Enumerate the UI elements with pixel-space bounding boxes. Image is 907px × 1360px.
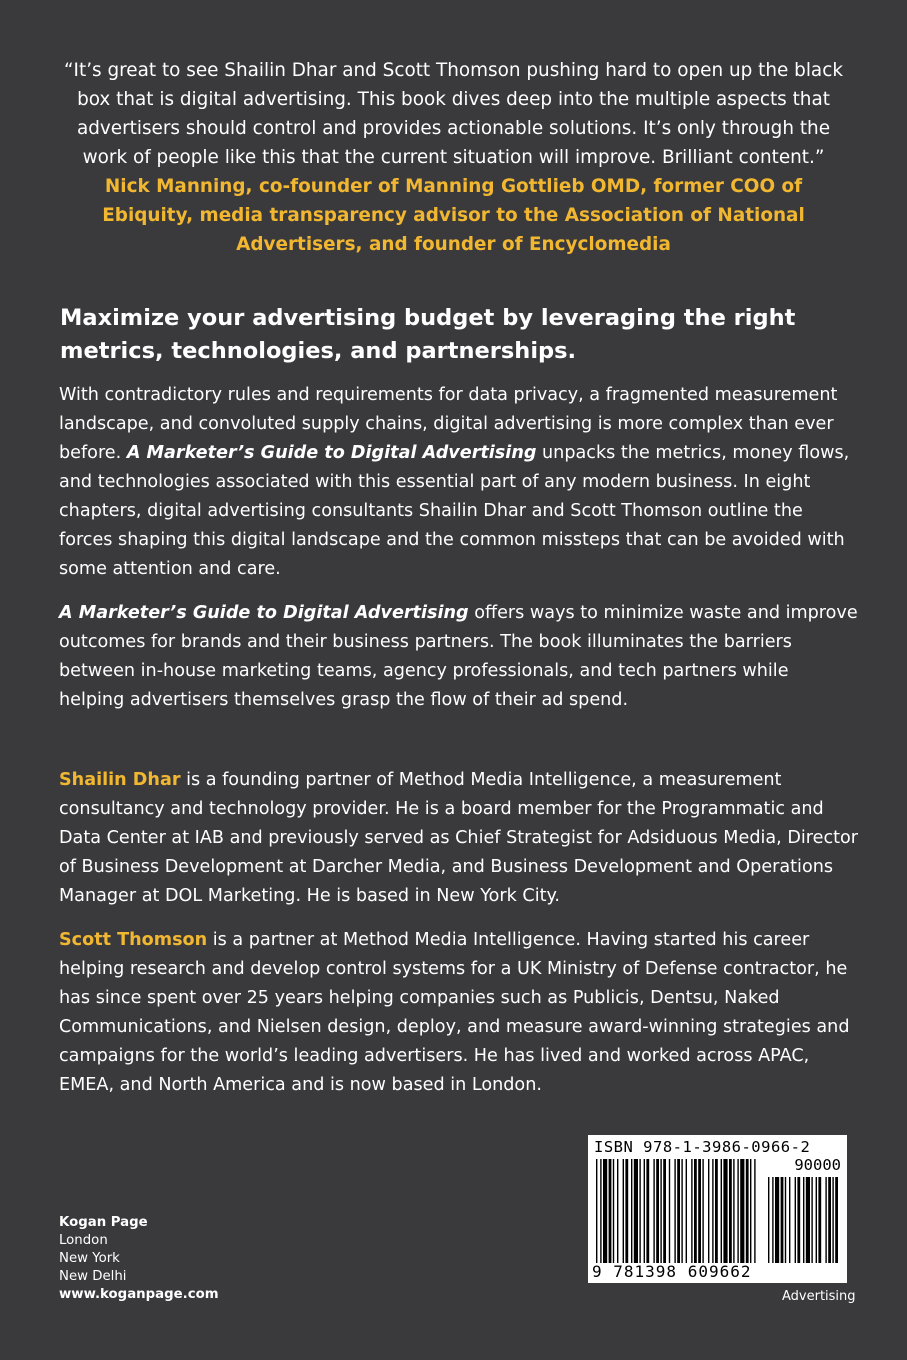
barcode-bar [772, 1177, 773, 1263]
barcode-bar [702, 1159, 703, 1263]
description-paragraph-2: A Marketer’s Guide to Digital Advertising offers ways to minimize waste and improve outcomes for brands and their business partners. The book illuminates the barriers between in-house marketing teams, agency professionals, and tech partners while helping advertisers themselves grasp the flow of their ad spend. [59, 603, 858, 710]
barcode-bar [806, 1177, 810, 1263]
quote-attribution: Nick Manning, co-founder of Manning Gottlieb OMD, former COO of Ebiquity, media transparency advisor to the Association of National Advertisers, and founder of Encyclomedia [102, 176, 805, 255]
barcode-bar [617, 1159, 618, 1263]
barcode-bar [698, 1159, 701, 1263]
barcode-bar [674, 1159, 675, 1263]
book-title: A Marketer’s Guide to Digital Advertising [126, 443, 537, 463]
barcode-bar [750, 1159, 751, 1263]
barcode-bar [715, 1159, 718, 1263]
quote-text: “It’s great to see Shailin Dhar and Scott Thomson pushing hard to open up the black box that is digital advertising. This book dives deep into the multiple aspects that advertisers should control and provides actionable solutions. It’s only through the work of people like this that the current situation will improve. Brilliant content.” [64, 60, 843, 168]
price-code: 90000 [794, 1156, 841, 1174]
publisher-block [59, 1214, 219, 1304]
barcode-bar [781, 1177, 784, 1263]
barcode-bar [816, 1177, 817, 1263]
barcode-bar [754, 1159, 755, 1263]
barcode-bar [694, 1159, 697, 1263]
barcode-bar [797, 1177, 800, 1263]
barcode-bar [737, 1159, 738, 1263]
barcode-bar [835, 1177, 838, 1263]
barcode-bar [686, 1159, 687, 1263]
barcode-bar [644, 1159, 645, 1263]
barcode-bar [723, 1159, 727, 1263]
barcode-bar [729, 1159, 732, 1263]
barcode-bar [740, 1159, 744, 1263]
barcode-bar [746, 1159, 749, 1263]
description-paragraph-1: With contradictory rules and requirements for data privacy, a fragmented measurement landscape, and convoluted supply chains, digital advertising is more complex than ever before. A Marketer’s Guide to Digital Advertising unpacks the metrics, money flows, and technologies associated with this essential part of any modern business. In eight chapters, digital advertising consultants Shailin Dhar and Scott Thomson outline the forces shaping this digital landscape and the common missteps that can be avoided with some attention and care. [59, 385, 850, 579]
barcode-bar [712, 1159, 713, 1263]
barcode-bar [660, 1159, 661, 1263]
barcode-bar [646, 1159, 649, 1263]
barcode-bar [639, 1159, 640, 1263]
barcode-bar [669, 1159, 670, 1263]
isbn-label: ISBN 978-1-3986-0966-2 [594, 1138, 811, 1156]
headline: Maximize your advertising budget by leveraging the right metrics, technologies, and partnerships. [60, 305, 796, 364]
endorsement-quote [60, 56, 847, 259]
barcode-bar [795, 1177, 796, 1263]
isbn-barcode [588, 1135, 847, 1283]
barcode-bar [828, 1177, 831, 1263]
publisher-city: London [59, 1233, 108, 1248]
barcode-bar [803, 1177, 804, 1263]
barcode-bar [600, 1159, 601, 1263]
publisher-name: Kogan Page [59, 1215, 148, 1230]
barcode-bar [631, 1159, 632, 1263]
barcode-bar [634, 1159, 638, 1263]
barcode-bar [623, 1159, 624, 1263]
publisher-website: www.koganpage.com [59, 1287, 219, 1302]
author-bio: Shailin Dhar is a founding partner of Method Media Intelligence, a measurement consultancy and technology provider. He is a board member for the Programmatic and Data Center at IAB and previously served as Chief Strategist for Adsiduous Media, Director of Business Development at Darcher Media, and Business Development and Operations Manager at DOL Marketing. He is based in New York City. [59, 770, 859, 906]
barcode-bar [721, 1159, 722, 1263]
book-title: A Marketer’s Guide to Digital Advertising [59, 603, 469, 623]
publisher-city: New Delhi [59, 1269, 127, 1284]
barcode-bar [677, 1159, 680, 1263]
barcode-bar [811, 1177, 812, 1263]
barcode-bar [653, 1159, 654, 1263]
barcode-bar [625, 1159, 628, 1263]
barcode-bar [825, 1177, 826, 1263]
author-bio: Scott Thomson is a partner at Method Media Intelligence. Having started his career helping research and develop control systems for a UK Ministry of Defense contractor, he has since spent over 25 years helping companies such as Publicis, Dentsu, Naked Communications, and Nielsen design, deploy, and measure award-winning strategies and campaigns for the world’s leading advertisers. He has lived and worked across APAC, EMEA, and North America and is now based in London. [59, 930, 850, 1095]
barcode-bar [818, 1177, 821, 1263]
barcode-bar [733, 1159, 734, 1263]
barcode-bar [656, 1159, 659, 1263]
barcode-digits: 9 781398 609662 [592, 1262, 752, 1281]
category-label: Advertising [782, 1289, 856, 1304]
barcode-bar [785, 1177, 786, 1263]
barcode-bar [768, 1177, 769, 1263]
barcode-bar [789, 1177, 790, 1263]
barcode-bar [613, 1159, 614, 1263]
barcode-bar [596, 1159, 597, 1263]
barcode-bar [609, 1159, 612, 1263]
barcode-bar [603, 1159, 607, 1263]
author-bios [59, 766, 859, 1115]
barcode-bar [663, 1159, 666, 1263]
barcode-bar [832, 1177, 833, 1263]
book-description [59, 381, 859, 730]
barcode-bar [708, 1159, 709, 1263]
barcode-bar [681, 1159, 682, 1263]
barcode-bar [691, 1159, 692, 1263]
author-name: Shailin Dhar [59, 770, 181, 790]
publisher-city: New York [59, 1251, 120, 1266]
barcode-bar [775, 1177, 779, 1263]
author-name: Scott Thomson [59, 930, 208, 950]
